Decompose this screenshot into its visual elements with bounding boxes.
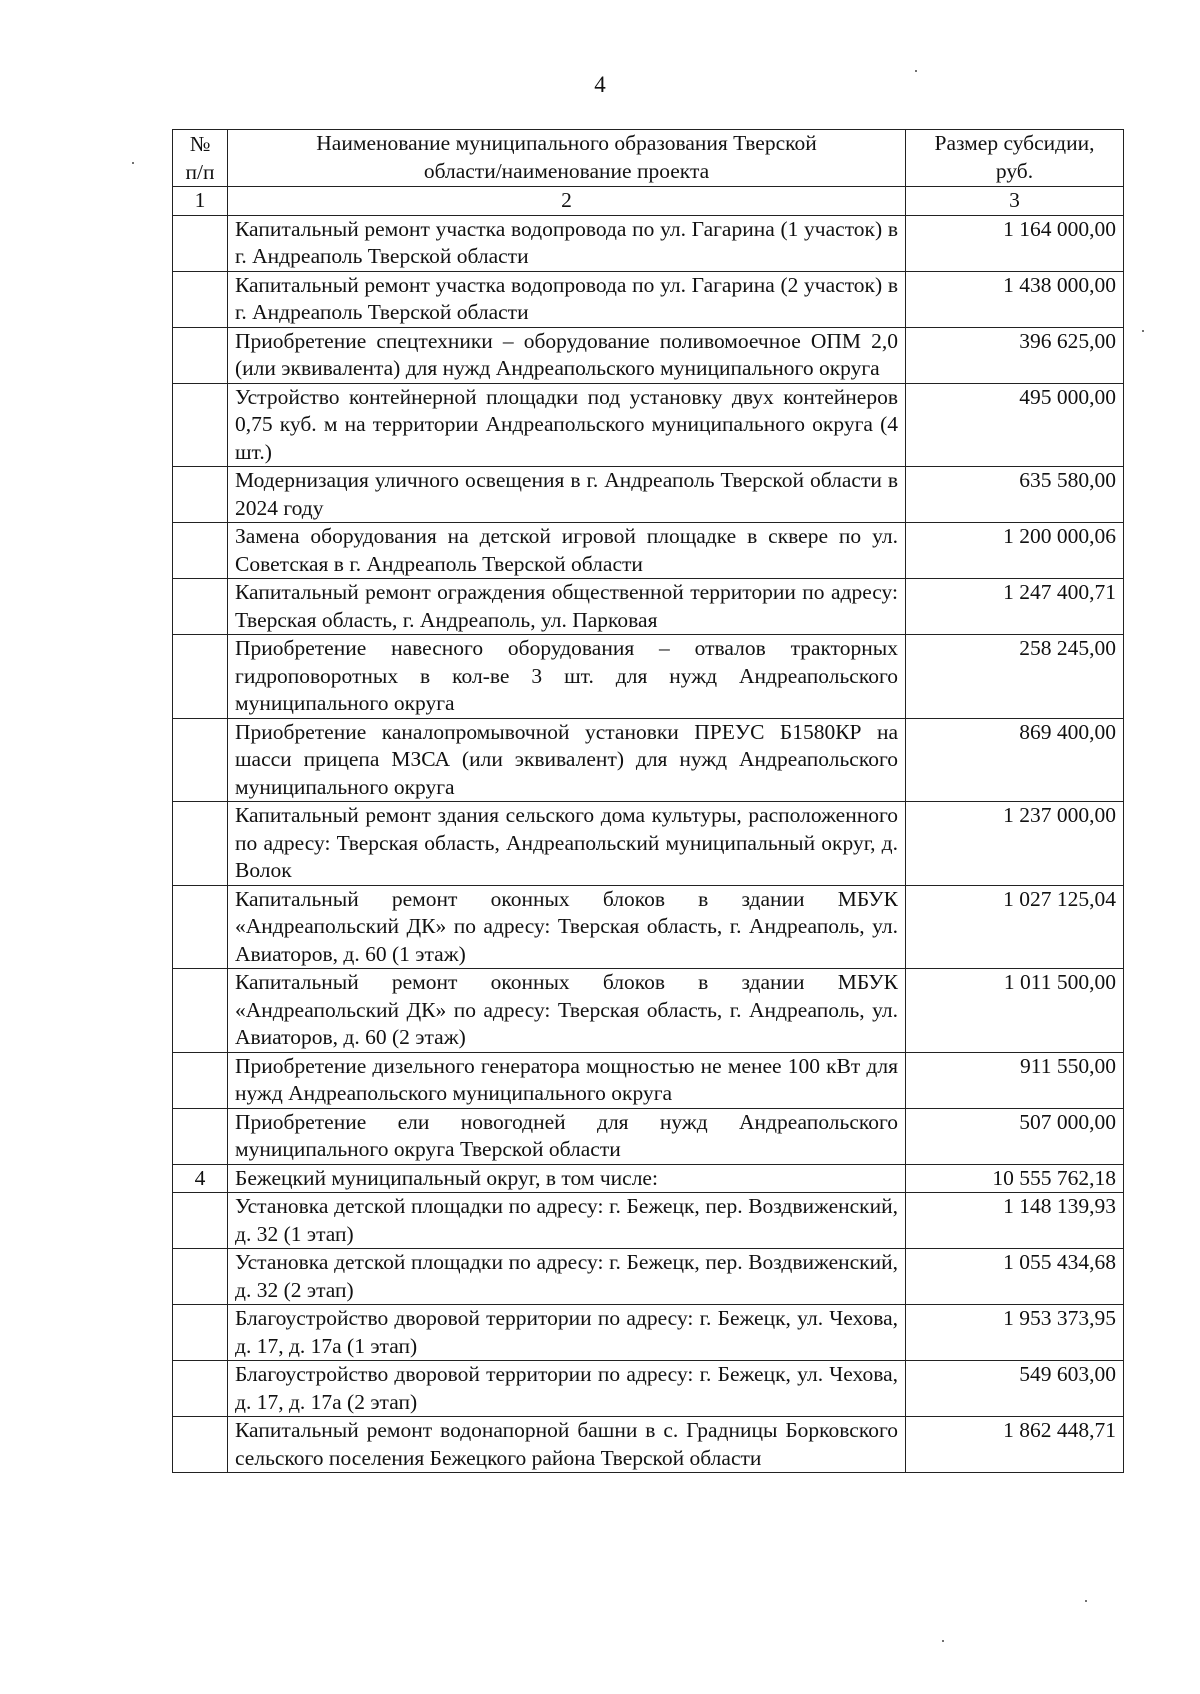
row-number <box>173 1305 228 1361</box>
row-number <box>173 802 228 886</box>
table-body <box>173 187 1124 1473</box>
row-name: Установка детской площадки по адресу: г. Бежецк, пер. Воздвиженский, д. 32 (2 этап) <box>228 1249 906 1305</box>
row-amount: 258 245,00 <box>906 635 1124 719</box>
row-number <box>173 1361 228 1417</box>
row-amount: 495 000,00 <box>906 383 1124 467</box>
row-amount: 635 580,00 <box>906 467 1124 523</box>
row-amount: 1 027 125,04 <box>906 885 1124 969</box>
row-number <box>173 718 228 802</box>
row-name: Установка детской площадки по адресу: г. Бежецк, пер. Воздвиженский, д. 32 (1 этап) <box>228 1193 906 1249</box>
row-amount: 549 603,00 <box>906 1361 1124 1417</box>
column-number: 2 <box>228 187 906 216</box>
row-amount: 1 438 000,00 <box>906 271 1124 327</box>
project-row <box>173 802 1124 886</box>
row-amount: 1 148 139,93 <box>906 1193 1124 1249</box>
row-amount: 10 555 762,18 <box>906 1164 1124 1193</box>
scan-speck <box>132 162 134 164</box>
scan-speck <box>915 70 917 72</box>
row-amount: 911 550,00 <box>906 1052 1124 1108</box>
row-name: Приобретение спецтехники – оборудование поливомоечное ОПМ 2,0 (или эквивалента) для нужд Андреапольского муниципального округа <box>228 327 906 383</box>
row-name: Капитальный ремонт оконных блоков в здании МБУК «Андреапольский ДК» по адресу: Тверская область, г. Андреаполь, ул. Авиаторов, д. 60 (1 этаж) <box>228 885 906 969</box>
column-number-row <box>173 187 1124 216</box>
row-number <box>173 579 228 635</box>
row-number <box>173 1417 228 1473</box>
row-name: Капитальный ремонт оконных блоков в здании МБУК «Андреапольский ДК» по адресу: Тверская область, г. Андреаполь, ул. Авиаторов, д. 60 (2 этаж) <box>228 969 906 1053</box>
scan-speck <box>1142 330 1144 332</box>
row-number <box>173 467 228 523</box>
header-amount: Размер субсидии, руб. <box>906 130 1124 187</box>
project-row <box>173 271 1124 327</box>
row-number <box>173 271 228 327</box>
scan-speck <box>1085 1600 1087 1602</box>
row-number <box>173 885 228 969</box>
project-row <box>173 467 1124 523</box>
row-name: Благоустройство дворовой территории по адресу: г. Бежецк, ул. Чехова, д. 17, д. 17а (2 этап) <box>228 1361 906 1417</box>
project-row <box>173 523 1124 579</box>
row-amount: 1 200 000,06 <box>906 523 1124 579</box>
column-number: 3 <box>906 187 1124 216</box>
row-name: Благоустройство дворовой территории по адресу: г. Бежецк, ул. Чехова, д. 17, д. 17а (1 этап) <box>228 1305 906 1361</box>
page-number: 4 <box>594 72 606 97</box>
column-number: 1 <box>173 187 228 216</box>
row-number: 4 <box>173 1164 228 1193</box>
row-number <box>173 1108 228 1164</box>
project-row <box>173 1305 1124 1361</box>
row-name: Устройство контейнерной площадки под установку двух контейнеров 0,75 куб. м на территории Андреапольского муниципального округа (4 шт.) <box>228 383 906 467</box>
municipality-row <box>173 1164 1124 1193</box>
row-name: Замена оборудования на детской игровой площадке в сквере по ул. Советская в г. Андреаполь Тверской области <box>228 523 906 579</box>
row-number <box>173 1249 228 1305</box>
header-name: Наименование муниципального образования Тверской области/наименование проекта <box>228 130 906 187</box>
row-amount: 869 400,00 <box>906 718 1124 802</box>
row-amount: 1 055 434,68 <box>906 1249 1124 1305</box>
project-row <box>173 1193 1124 1249</box>
row-number <box>173 327 228 383</box>
row-name: Капитальный ремонт участка водопровода по ул. Гагарина (1 участок) в г. Андреаполь Тверской области <box>228 215 906 271</box>
project-row <box>173 1052 1124 1108</box>
row-amount: 1 164 000,00 <box>906 215 1124 271</box>
row-amount: 507 000,00 <box>906 1108 1124 1164</box>
row-name: Капитальный ремонт ограждения общественной территории по адресу: Тверская область, г. Андреаполь, ул. Парковая <box>228 579 906 635</box>
row-name: Капитальный ремонт здания сельского дома культуры, расположенного по адресу: Тверская область, Андреапольский муниципальный округ, д. Волок <box>228 802 906 886</box>
row-number <box>173 383 228 467</box>
subsidy-table <box>172 129 1124 1473</box>
row-name: Бежецкий муниципальный округ, в том числе: <box>228 1164 906 1193</box>
project-row <box>173 885 1124 969</box>
row-name: Капитальный ремонт участка водопровода по ул. Гагарина (2 участок) в г. Андреаполь Тверской области <box>228 271 906 327</box>
project-row <box>173 635 1124 719</box>
row-amount: 1 247 400,71 <box>906 579 1124 635</box>
project-row <box>173 383 1124 467</box>
scan-speck <box>942 1640 944 1642</box>
row-name: Модернизация уличного освещения в г. Андреаполь Тверской области в 2024 году <box>228 467 906 523</box>
row-number <box>173 1052 228 1108</box>
row-amount: 396 625,00 <box>906 327 1124 383</box>
row-name: Приобретение навесного оборудования – отвалов тракторных гидроповоротных в кол-ве 3 шт. для нужд Андреапольского муниципального округа <box>228 635 906 719</box>
project-row <box>173 718 1124 802</box>
project-row <box>173 1108 1124 1164</box>
row-amount: 1 862 448,71 <box>906 1417 1124 1473</box>
row-amount: 1 011 500,00 <box>906 969 1124 1053</box>
row-number <box>173 1193 228 1249</box>
table-header <box>173 130 1124 187</box>
row-name: Капитальный ремонт водонапорной башни в с. Градницы Борковского сельского поселения Бежецкого района Тверской области <box>228 1417 906 1473</box>
project-row <box>173 1361 1124 1417</box>
row-name: Приобретение ели новогодней для нужд Андреапольского муниципального округа Тверской области <box>228 1108 906 1164</box>
project-row <box>173 1417 1124 1473</box>
row-number <box>173 969 228 1053</box>
project-row <box>173 969 1124 1053</box>
row-number <box>173 215 228 271</box>
header-num: № п/п <box>173 130 228 187</box>
project-row <box>173 1249 1124 1305</box>
project-row <box>173 579 1124 635</box>
row-number <box>173 635 228 719</box>
row-name: Приобретение каналопромывочной установки ПРЕУС Б1580КР на шасси прицепа МЗСА (или эквивалент) для нужд Андреапольского муниципального округа <box>228 718 906 802</box>
project-row <box>173 215 1124 271</box>
row-number <box>173 523 228 579</box>
row-amount: 1 953 373,95 <box>906 1305 1124 1361</box>
row-name: Приобретение дизельного генератора мощностью не менее 100 кВт для нужд Андреапольского муниципального округа <box>228 1052 906 1108</box>
row-amount: 1 237 000,00 <box>906 802 1124 886</box>
project-row <box>173 327 1124 383</box>
